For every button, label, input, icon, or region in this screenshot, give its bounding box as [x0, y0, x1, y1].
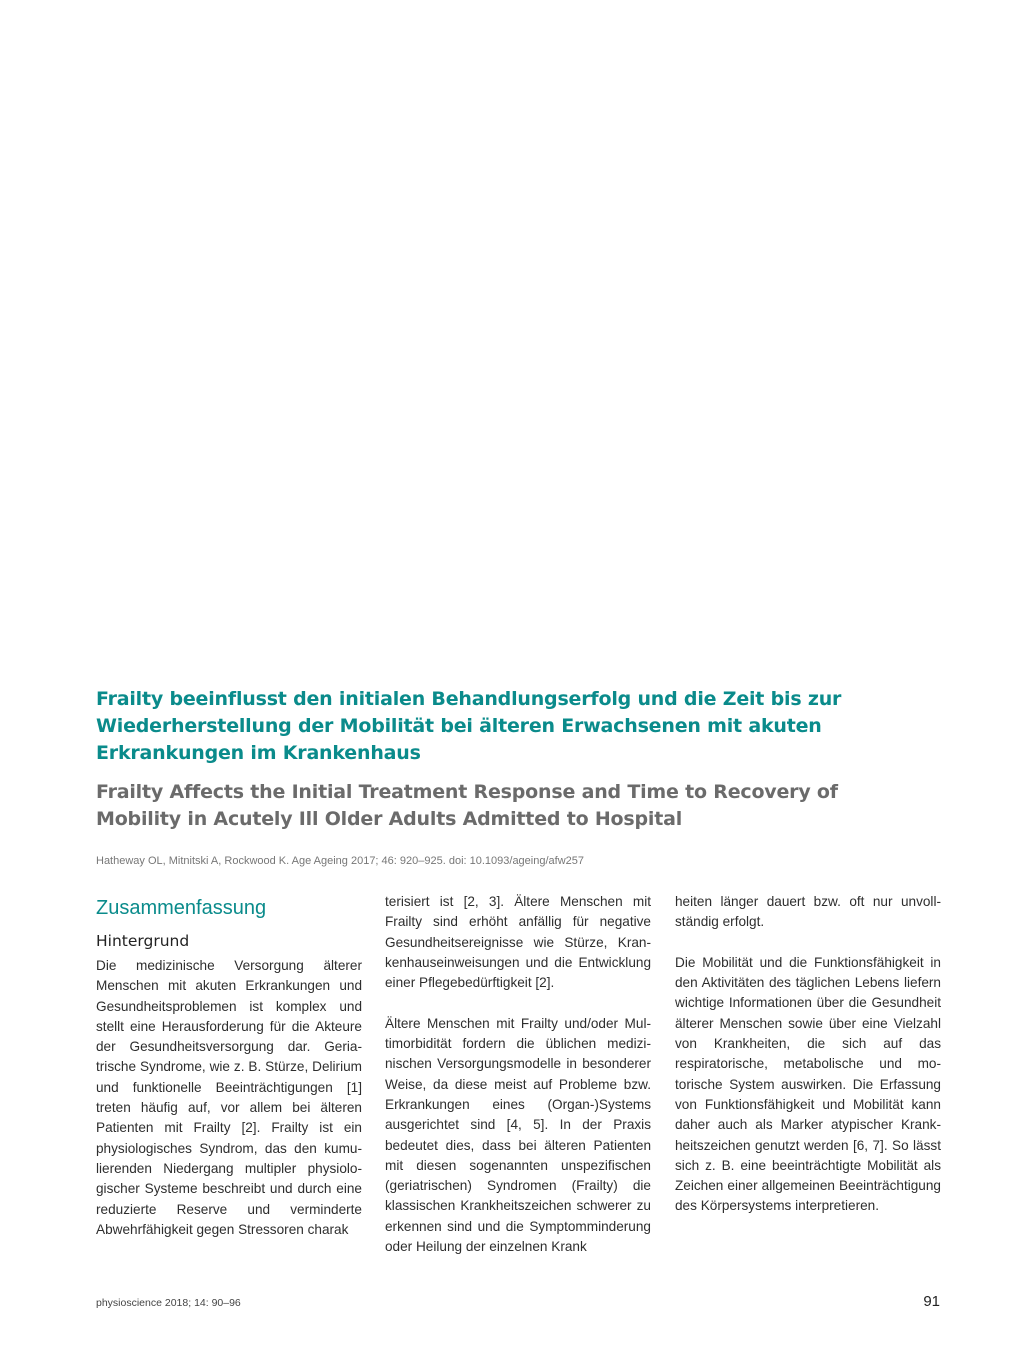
text-column-3	[675, 892, 941, 1217]
text-column-2	[385, 892, 651, 1257]
text-column-1	[96, 894, 362, 1240]
article-title-german: Frailty beeinflusst den initialen Behandlungserfolg und die Zeit bis zur Wiederherstellung der Mobilität bei älteren Erwachsenen mit akuten Erkrankungen im Krankenhaus	[96, 688, 842, 764]
article-title-english: Frailty Affects the Initial Treatment Response and Time to Recovery of Mobility in Acutely Ill Older Adults Admitted to Hospital	[96, 781, 838, 830]
paragraph: Ältere Menschen mit Frailty und/oder Multimorbidität fordern die üblichen medizinischen Versorgungsmodelle in besonderer Weise, da diese meist auf Probleme bzw. Erkrankungen eines (Organ-)Systems ausgerichtet sind [4, 5]. In der Praxis bedeutet dies, dass bei älteren Patienten mit diesen sogenannten unspezifischen (geriatrischen) Syndromen (Frailty) die klassischen Krankheitszeichen schwerer zu erkennen sind und die Symptomminderung oder Heilung der einzelnen Krank	[385, 1015, 651, 1255]
section-heading-zusammenfassung: Zusammenfassung	[96, 897, 267, 919]
subsection-heading-hintergrund: Hintergrund	[96, 932, 190, 950]
citation: Hatheway OL, Mitnitski A, Rockwood K. Age Ageing 2017; 46: 920–925. doi: 10.1093/ageing/afw257	[96, 855, 585, 867]
paragraph: Die Mobilität und die Funktionsfähigkeit in den Aktivitäten des täglichen Lebens liefern wichtige Informationen über die Gesundheit älterer Menschen sowie über eine Vielzahl von Krankheiten, die sich auf das respiratorische, metabolische und motorische System auswirken. Die Erfassung von Funktionsfähigkeit und Mobilität kann daher auch als Marker atypischer Krankheitszeichen genutzt werden [6, 7]. So lässt sich z. B. eine beeinträchtigte Mobilität als Zeichen einer allgemeinen Beeinträchtigung des Körpersystems interpretieren.	[675, 954, 941, 1214]
journal-footer: physioscience 2018; 14: 90–96	[96, 1297, 241, 1309]
paragraph: terisiert ist [2, 3]. Ältere Menschen mit Frailty sind erhöht anfällig für negative Gesundheitsereignisse wie Stürze, Krankenhauseinweisungen und die Entwicklung einer Pflegebedürftigkeit [2].	[385, 894, 651, 991]
paragraph: heiten länger dauert bzw. oft nur unvollständig erfolgt.	[675, 894, 941, 930]
page-number: 91	[923, 1293, 940, 1310]
paragraph: Die medizinische Versorgung älterer Menschen mit akuten Erkrankungen und Gesundheitsproblemen ist komplex und stellt eine Herausforderung für die Akteure der Gesundheitsversorgung dar. Geriatrische Syndrome, wie z. B. Stürze, Delirium und funktionelle Beeinträchtigungen [1] treten häufig auf, vor allem bei älteren Patienten mit Frailty [2]. Frailty ist ein physiologisches Syndrom, das den kumulierenden Niedergang multipler physiologischer Systeme beschreibt und durch eine reduzierte Reserve und verminderte Abwehrfähigkeit gegen Stressoren charak	[96, 958, 362, 1237]
